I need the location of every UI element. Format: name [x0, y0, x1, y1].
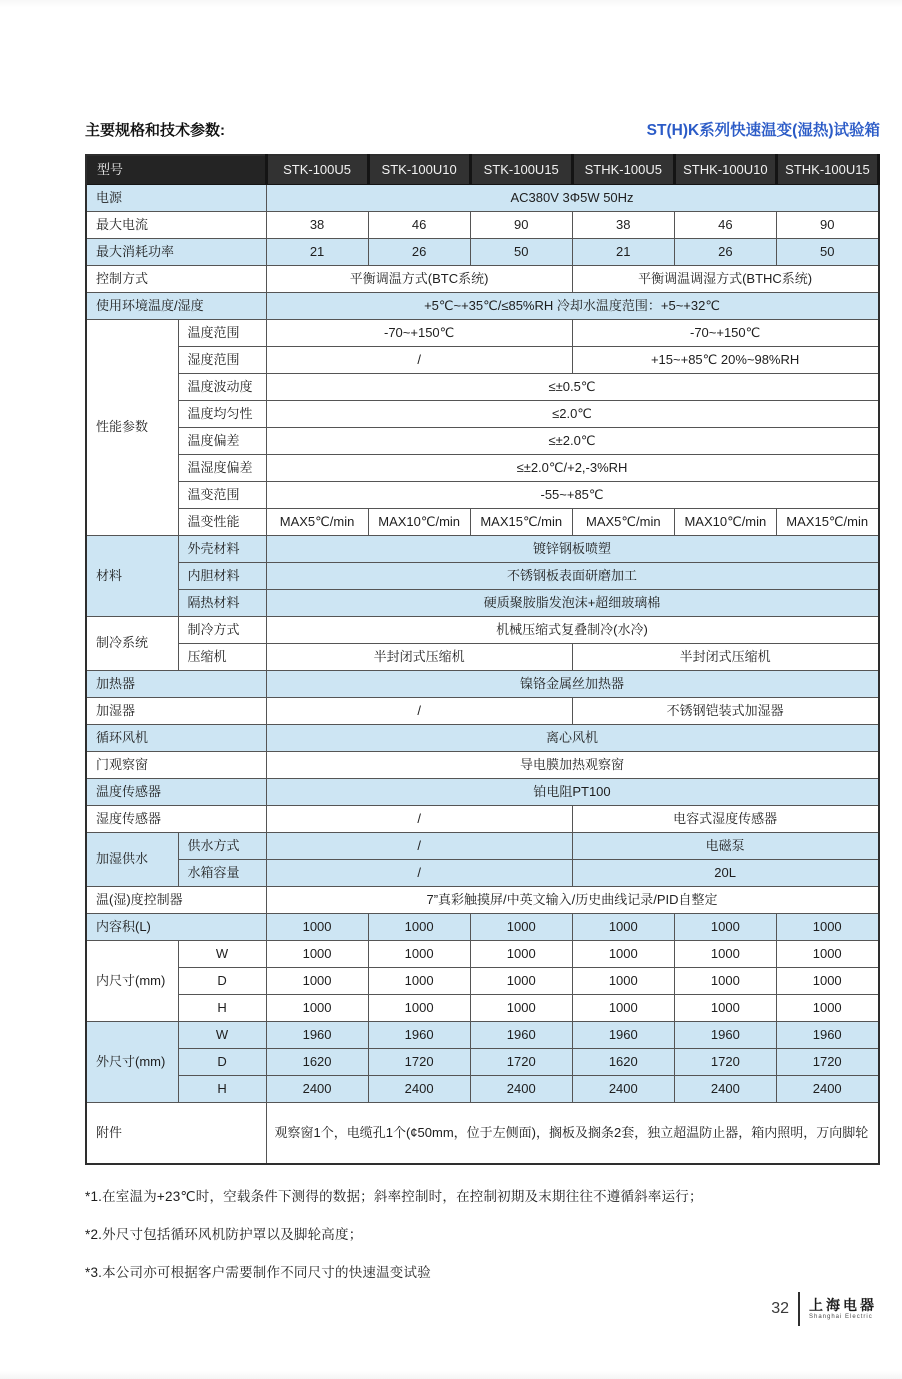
spec-value: / — [266, 806, 572, 833]
sub-row-label: 供水方式 — [178, 833, 266, 860]
row-label: 内尺寸(mm) — [86, 941, 178, 1022]
spec-value: 1000 — [266, 914, 368, 941]
sub-row-label: 湿度范围 — [178, 347, 266, 374]
table-row — [86, 995, 879, 1022]
spec-value: 1720 — [470, 1049, 572, 1076]
spec-value: MAX10℃/min — [368, 509, 470, 536]
model-name: STK-100U5 — [266, 155, 368, 185]
row-label: 制冷系统 — [86, 617, 178, 671]
spec-value: ≤±0.5℃ — [266, 374, 878, 401]
page-title: 主要规格和技术参数: — [85, 122, 225, 139]
brand-logo-en: Shanghai Electric — [809, 1314, 873, 1320]
row-label: 温(湿)度控制器 — [86, 887, 266, 914]
model-name: STHK-100U10 — [674, 155, 776, 185]
spec-value: 1000 — [368, 941, 470, 968]
table-row — [86, 401, 879, 428]
table-row — [86, 752, 879, 779]
spec-value: 1000 — [470, 914, 572, 941]
spec-value: 2400 — [674, 1076, 776, 1103]
spec-value: 90 — [776, 212, 878, 239]
page-content — [85, 118, 880, 1299]
footnote-1: *1.在室温为+23℃时，空载条件下测得的数据；斜率控制时，在控制初期及末期往往不遵循斜率运行； — [85, 1189, 703, 1204]
sub-row-label: D — [178, 1049, 266, 1076]
spec-value: / — [266, 860, 572, 887]
page-footer — [771, 1292, 877, 1326]
spec-value: 1000 — [266, 968, 368, 995]
table-row — [86, 833, 879, 860]
spec-value: 不锈钢板表面研磨加工 — [266, 563, 878, 590]
spec-value: 1000 — [266, 941, 368, 968]
model-name: STK-100U10 — [368, 155, 470, 185]
row-label: 循环风机 — [86, 725, 266, 752]
spec-value: 1000 — [266, 995, 368, 1022]
spec-value: 1000 — [674, 968, 776, 995]
table-row — [86, 779, 879, 806]
spec-value: 50 — [470, 239, 572, 266]
spec-value: 平衡调温方式(BTC系统) — [266, 266, 572, 293]
table-row — [86, 968, 879, 995]
row-label: 内容积(L) — [86, 914, 266, 941]
spec-value: 半封闭式压缩机 — [572, 644, 878, 671]
spec-value: 1720 — [674, 1049, 776, 1076]
spec-value: 21 — [266, 239, 368, 266]
table-row — [86, 320, 879, 347]
table-row — [86, 266, 879, 293]
table-row — [86, 455, 879, 482]
row-label: 控制方式 — [86, 266, 266, 293]
sub-row-label: 隔热材料 — [178, 590, 266, 617]
spec-value: 1000 — [572, 941, 674, 968]
table-row — [86, 428, 879, 455]
series-title: ST(H)K系列快速温变(湿热)试验箱 — [646, 122, 880, 139]
spec-value: 1960 — [266, 1022, 368, 1049]
table-row — [86, 914, 879, 941]
spec-value: 机械压缩式复叠制冷(水冷) — [266, 617, 878, 644]
spec-value: 2400 — [266, 1076, 368, 1103]
spec-value: 1960 — [368, 1022, 470, 1049]
sub-row-label: W — [178, 1022, 266, 1049]
spec-value: 1000 — [776, 968, 878, 995]
row-label: 电源 — [86, 185, 266, 212]
spec-value: 1000 — [776, 914, 878, 941]
spec-value: / — [266, 347, 572, 374]
sub-row-label: 制冷方式 — [178, 617, 266, 644]
table-row — [86, 509, 879, 536]
spec-value: 1620 — [266, 1049, 368, 1076]
brand-logo — [809, 1298, 877, 1320]
spec-value: 硬质聚胺脂发泡沫+超细玻璃棉 — [266, 590, 878, 617]
table-row — [86, 1049, 879, 1076]
model-name: STHK-100U5 — [572, 155, 674, 185]
spec-value: 1000 — [572, 995, 674, 1022]
sub-row-label: 外壳材料 — [178, 536, 266, 563]
spec-value: 离心风机 — [266, 725, 878, 752]
spec-value: 1000 — [776, 995, 878, 1022]
spec-value: 1000 — [572, 968, 674, 995]
page-number: 32 — [771, 1300, 789, 1317]
row-label: 材料 — [86, 536, 178, 617]
spec-value: 不锈钢铠装式加湿器 — [572, 698, 878, 725]
table-row — [86, 941, 879, 968]
spec-value: +15~+85℃ 20%~98%RH — [572, 347, 878, 374]
spec-value: 镀锌钢板喷塑 — [266, 536, 878, 563]
spec-value: MAX10℃/min — [674, 509, 776, 536]
sub-row-label: D — [178, 968, 266, 995]
spec-value: 电容式湿度传感器 — [572, 806, 878, 833]
row-label: 最大电流 — [86, 212, 266, 239]
table-row — [86, 671, 879, 698]
row-label: 加湿供水 — [86, 833, 178, 887]
spec-value: -55~+85℃ — [266, 482, 878, 509]
spec-value: 38 — [266, 212, 368, 239]
row-label: 使用环境温度/湿度 — [86, 293, 266, 320]
table-row — [86, 644, 879, 671]
spec-value: MAX15℃/min — [470, 509, 572, 536]
spec-value: ≤±2.0℃/+2,-3%RH — [266, 455, 878, 482]
spec-value: 1000 — [470, 968, 572, 995]
spec-value: 2400 — [470, 1076, 572, 1103]
row-label: 最大消耗功率 — [86, 239, 266, 266]
model-name: STHK-100U15 — [776, 155, 878, 185]
spec-value: 26 — [674, 239, 776, 266]
footer-divider — [798, 1292, 800, 1326]
row-label: 外尺寸(mm) — [86, 1022, 178, 1103]
spec-value: 20L — [572, 860, 878, 887]
spec-value: AC380V 3Φ5W 50Hz — [266, 185, 878, 212]
sub-row-label: 内胆材料 — [178, 563, 266, 590]
spec-value: 2400 — [368, 1076, 470, 1103]
spec-value: +5℃~+35℃/≤85%RH 冷却水温度范围：+5~+32℃ — [266, 293, 878, 320]
spec-value: 2400 — [572, 1076, 674, 1103]
sub-row-label: 温湿度偏差 — [178, 455, 266, 482]
sub-row-label: W — [178, 941, 266, 968]
table-row — [86, 1022, 879, 1049]
table-row — [86, 293, 879, 320]
spec-value: 1000 — [368, 968, 470, 995]
sub-row-label: 温度波动度 — [178, 374, 266, 401]
spec-value: 50 — [776, 239, 878, 266]
page-heading — [85, 118, 880, 140]
spec-value: 1000 — [368, 914, 470, 941]
spec-value: 38 — [572, 212, 674, 239]
spec-value: 1960 — [776, 1022, 878, 1049]
table-row — [86, 860, 879, 887]
table-row — [86, 212, 879, 239]
spec-value: -70~+150℃ — [266, 320, 572, 347]
spec-value: 1000 — [572, 914, 674, 941]
spec-value: 1000 — [470, 941, 572, 968]
spec-value: MAX5℃/min — [266, 509, 368, 536]
spec-value: ≤2.0℃ — [266, 401, 878, 428]
sub-row-label: 温变性能 — [178, 509, 266, 536]
spec-value: 半封闭式压缩机 — [266, 644, 572, 671]
table-row — [86, 1103, 879, 1165]
spec-value: 1000 — [776, 941, 878, 968]
sub-row-label: 温度偏差 — [178, 428, 266, 455]
table-row — [86, 1076, 879, 1103]
table-row — [86, 347, 879, 374]
model-name: STK-100U15 — [470, 155, 572, 185]
table-row — [86, 482, 879, 509]
spec-value: 1000 — [674, 914, 776, 941]
model-header-row — [86, 155, 879, 185]
sub-row-label: 压缩机 — [178, 644, 266, 671]
row-label: 湿度传感器 — [86, 806, 266, 833]
row-label: 加热器 — [86, 671, 266, 698]
sub-row-label: 温变范围 — [178, 482, 266, 509]
table-row — [86, 806, 879, 833]
spec-value: 1620 — [572, 1049, 674, 1076]
spec-value: 46 — [368, 212, 470, 239]
spec-value: 2400 — [776, 1076, 878, 1103]
row-label: 温度传感器 — [86, 779, 266, 806]
table-row — [86, 887, 879, 914]
sub-row-label: 水箱容量 — [178, 860, 266, 887]
row-label: 加湿器 — [86, 698, 266, 725]
row-label: 附件 — [86, 1103, 266, 1165]
spec-value: 1000 — [674, 941, 776, 968]
spec-value: 平衡调温调湿方式(BTHC系统) — [572, 266, 878, 293]
row-label: 门观察窗 — [86, 752, 266, 779]
table-row — [86, 185, 879, 212]
spec-value: / — [266, 833, 572, 860]
row-label: 性能参数 — [86, 320, 178, 536]
spec-value: 观察窗1个，电缆孔1个(¢50mm，位于左侧面)，搁板及搁条2套，独立超温防止器，箱内照明，万向脚轮 — [266, 1103, 878, 1165]
spec-value: 1000 — [674, 995, 776, 1022]
footnote-3: *3.本公司亦可根据客户需要制作不同尺寸的快速温变试验 — [85, 1265, 431, 1280]
sub-row-label: H — [178, 1076, 266, 1103]
spec-value: 铂电阻PT100 — [266, 779, 878, 806]
brand-logo-cn: 上海电器 — [809, 1297, 877, 1313]
spec-value: 26 — [368, 239, 470, 266]
spec-value: -70~+150℃ — [572, 320, 878, 347]
sub-row-label: H — [178, 995, 266, 1022]
sub-row-label: 温度范围 — [178, 320, 266, 347]
table-row — [86, 563, 879, 590]
spec-value: 7”真彩触摸屏/中英文输入/历史曲线记录/PID自整定 — [266, 887, 878, 914]
footnotes — [85, 1185, 880, 1281]
spec-value: 1720 — [368, 1049, 470, 1076]
spec-value: MAX5℃/min — [572, 509, 674, 536]
spec-value: / — [266, 698, 572, 725]
spec-value: 1000 — [368, 995, 470, 1022]
spec-value: 1000 — [470, 995, 572, 1022]
spec-value: 镍铬金属丝加热器 — [266, 671, 878, 698]
table-row — [86, 617, 879, 644]
spec-value: 90 — [470, 212, 572, 239]
model-header-label: 型号 — [86, 155, 266, 185]
spec-value: 1960 — [572, 1022, 674, 1049]
spec-value: ≤±2.0℃ — [266, 428, 878, 455]
spec-value: 1960 — [470, 1022, 572, 1049]
spec-value: 电磁泵 — [572, 833, 878, 860]
spec-value: 21 — [572, 239, 674, 266]
sub-row-label: 温度均匀性 — [178, 401, 266, 428]
table-row — [86, 374, 879, 401]
spec-value: 1720 — [776, 1049, 878, 1076]
spec-value: 1960 — [674, 1022, 776, 1049]
table-row — [86, 239, 879, 266]
table-row — [86, 725, 879, 752]
spec-table — [85, 154, 880, 1165]
table-row — [86, 590, 879, 617]
table-row — [86, 698, 879, 725]
footnote-2: *2.外尺寸包括循环风机防护罩以及脚轮高度； — [85, 1227, 363, 1242]
spec-value: 导电膜加热观察窗 — [266, 752, 878, 779]
spec-value: 46 — [674, 212, 776, 239]
spec-value: MAX15℃/min — [776, 509, 878, 536]
table-row — [86, 536, 879, 563]
